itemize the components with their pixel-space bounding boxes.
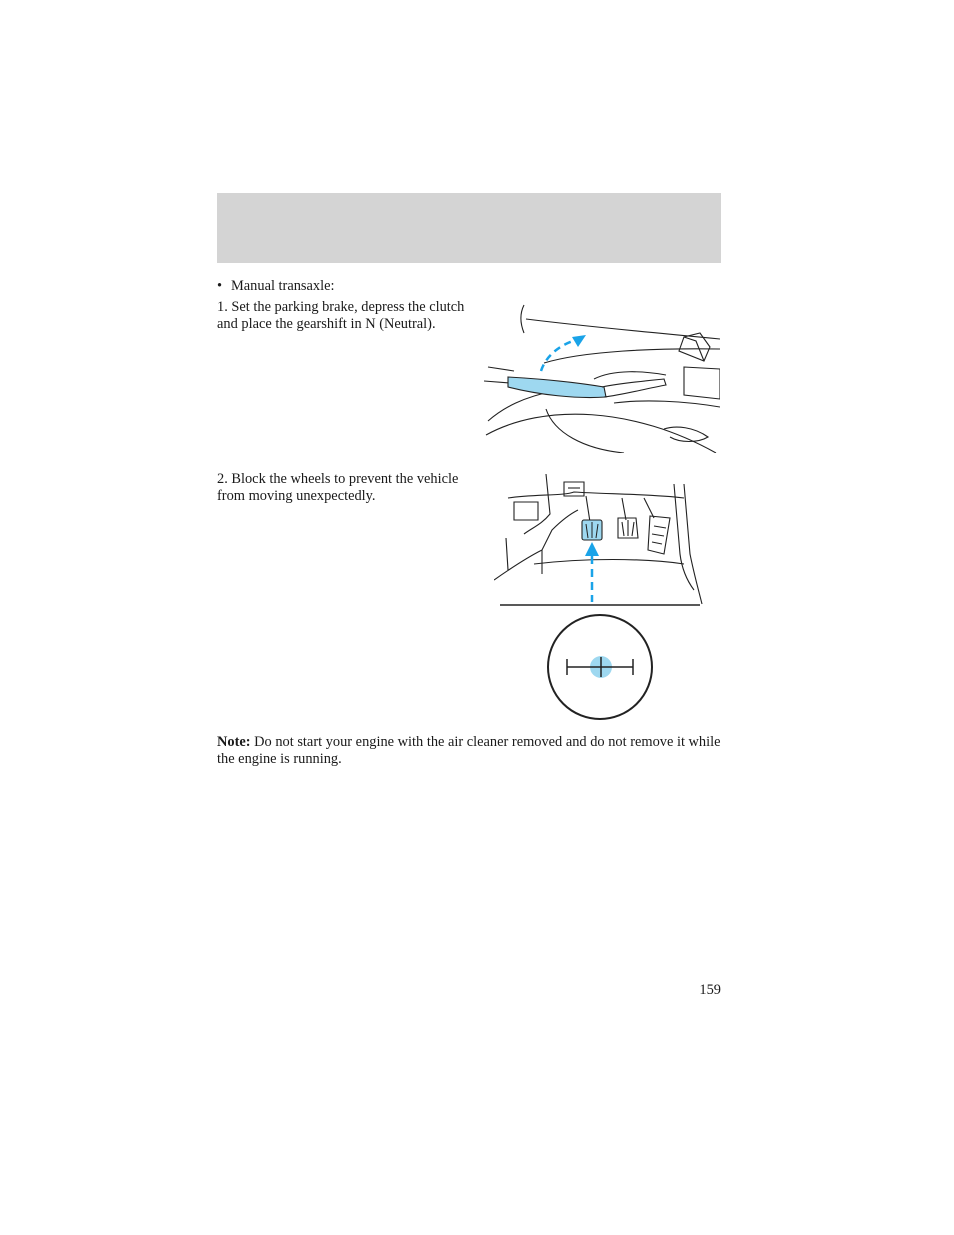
parking-brake-lever-illustration — [484, 303, 720, 453]
gearshift-neutral-diagram — [545, 612, 655, 722]
brake-lever-highlight — [508, 377, 606, 398]
note-text: Do not start your engine with the air cleaner removed and do not remove it while the engine is running. — [217, 734, 721, 767]
clutch-pedal-illustration — [494, 474, 706, 608]
illustration-divider — [500, 603, 700, 607]
note-label: Note: — [217, 734, 251, 750]
step-1-text: 1. Set the parking brake, depress the clutch and place the gearshift in N (Neutral). — [217, 299, 465, 332]
bullet-text: Manual transaxle: — [231, 278, 335, 294]
bullet-marker: • — [217, 278, 223, 294]
page-number: 159 — [699, 982, 721, 998]
bullet-item — [217, 278, 335, 295]
step-2-text: 2. Block the wheels to prevent the vehicle from moving unexpectedly. — [217, 471, 459, 504]
note-paragraph — [217, 734, 722, 768]
section-header-band — [217, 193, 721, 263]
